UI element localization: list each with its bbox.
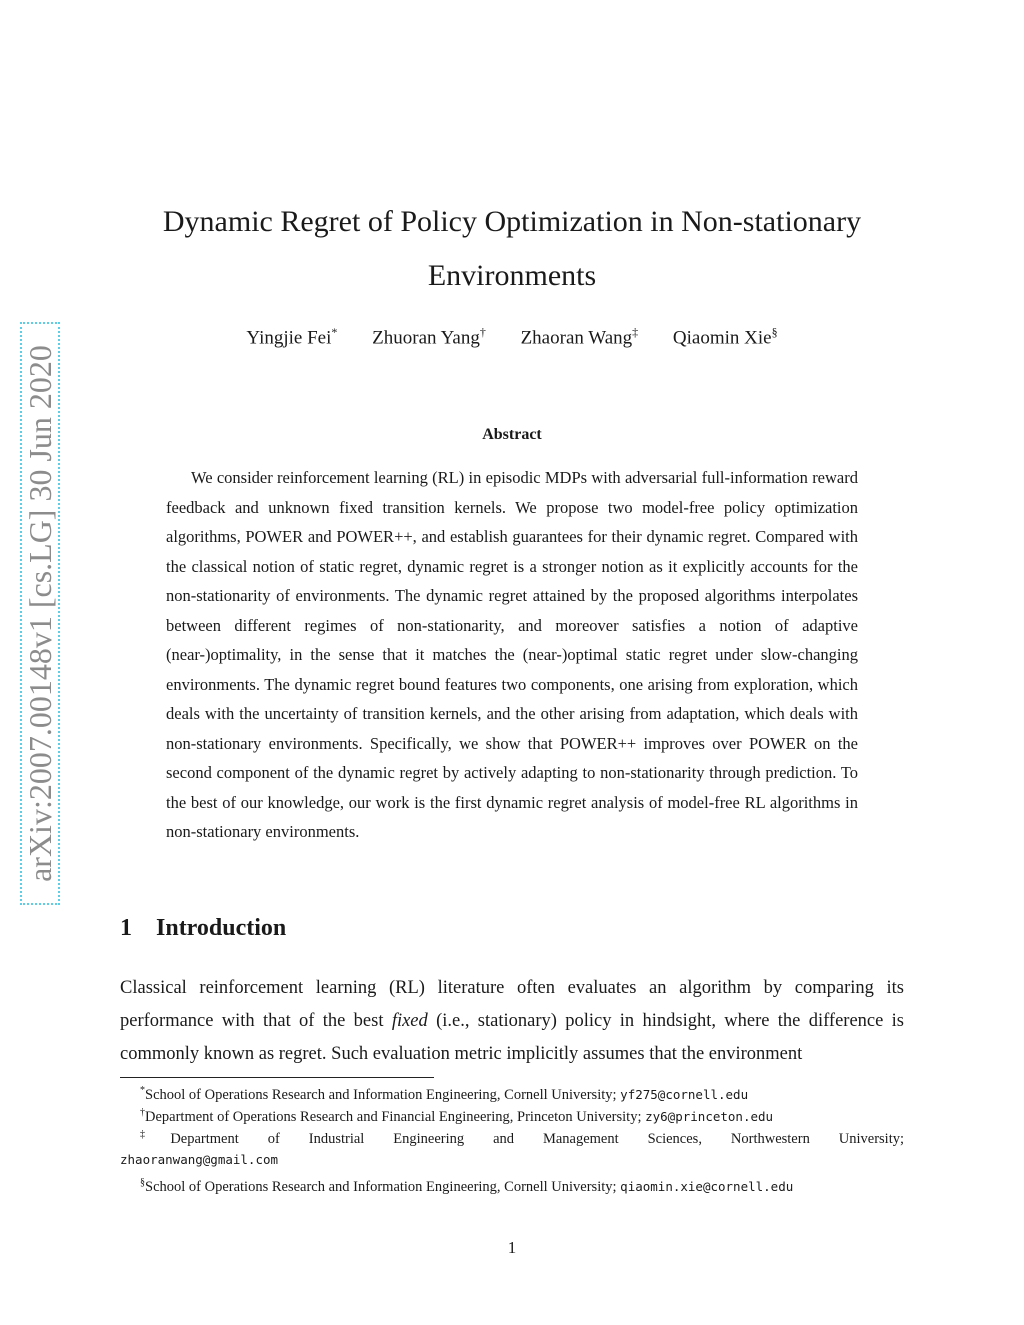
email-link[interactable]: zy6@princeton.edu xyxy=(645,1108,774,1124)
footnote-4: §School of Operations Research and Information Engineering, Cornell University; qiaomin.xie@cornell.edu xyxy=(140,1177,794,1195)
author: Qiaomin Xie§ xyxy=(672,325,778,349)
page-number: 1 xyxy=(507,1238,517,1257)
section-heading xyxy=(120,915,286,942)
email-link[interactable]: zhaoranwang@gmail.com xyxy=(120,1152,279,1167)
arxiv-stamp-text: arXiv:2007.00148v1 [cs.LG] 30 Jun 2020 xyxy=(21,345,58,882)
emphasis-fixed: fixed xyxy=(391,1011,428,1031)
author: Yingjie Fei* xyxy=(246,325,338,349)
author: Zhuoran Yang† xyxy=(372,325,486,349)
footnote-2: †Department of Operations Research and Financial Engineering, Princeton University; zy6@princeton.edu xyxy=(140,1107,774,1125)
abstract-heading: Abstract xyxy=(482,426,542,443)
paper-title: Dynamic Regret of Policy Optimization in Non-stationary Environments xyxy=(162,205,862,292)
footnote-3: ‡Department of Industrial Engineering and Management Sciences, Northwestern University; xyxy=(140,1129,905,1147)
section-number: 1 xyxy=(120,915,132,941)
author: Zhaoran Wang‡ xyxy=(520,325,639,349)
intro-paragraph: Classical reinforcement learning (RL) literature often evaluates an algorithm by comparing its performance with that of the best fixed (i.e., stationary) policy in hindsight, where the difference is commonly known as regret. Such evaluation metric implicitly assumes that the environment xyxy=(120,978,904,1064)
arxiv-stamp xyxy=(20,322,60,905)
email-link[interactable]: yf275@cornell.edu xyxy=(620,1086,749,1102)
abstract-body: We consider reinforcement learning (RL) in episodic MDPs with adversarial full-information reward feedback and unknown fixed transition kernels. We propose two model-free policy optimization algorithms, POWER and POWER++, and establish guarantees for their dynamic regret. Compared with the classical notion of static regret, dynamic regret is a stronger notion as it explicitly accounts for the non-stationarity of environments. The dynamic regret attained by the proposed algorithms interpolates between different regimes of non-stationarity, and moreover satisfies a notion of adaptive (near-)optimality, in the sense that it matches the (near-)optimal static regret under slow-changing environments. The dynamic regret bound features two components, one arising from exploration, which deals with the uncertainty of transition kernels, and the other arising from adaptation, which deals with non-stationary environments. Specifically, we show that POWER++ improves over POWER on the second component of the dynamic regret by actively adapting to non-stationarity through prediction. To the best of our knowledge, our work is the first dynamic regret analysis of model-free RL algorithms in non-stationary environments. xyxy=(166,468,858,841)
section-title: Introduction xyxy=(156,915,287,941)
footnote-rule xyxy=(120,1077,434,1078)
footnote-1: *School of Operations Research and Information Engineering, Cornell University; yf275@cornell.edu xyxy=(140,1085,749,1103)
email-link[interactable]: qiaomin.xie@cornell.edu xyxy=(620,1178,794,1194)
author-list xyxy=(110,325,914,349)
